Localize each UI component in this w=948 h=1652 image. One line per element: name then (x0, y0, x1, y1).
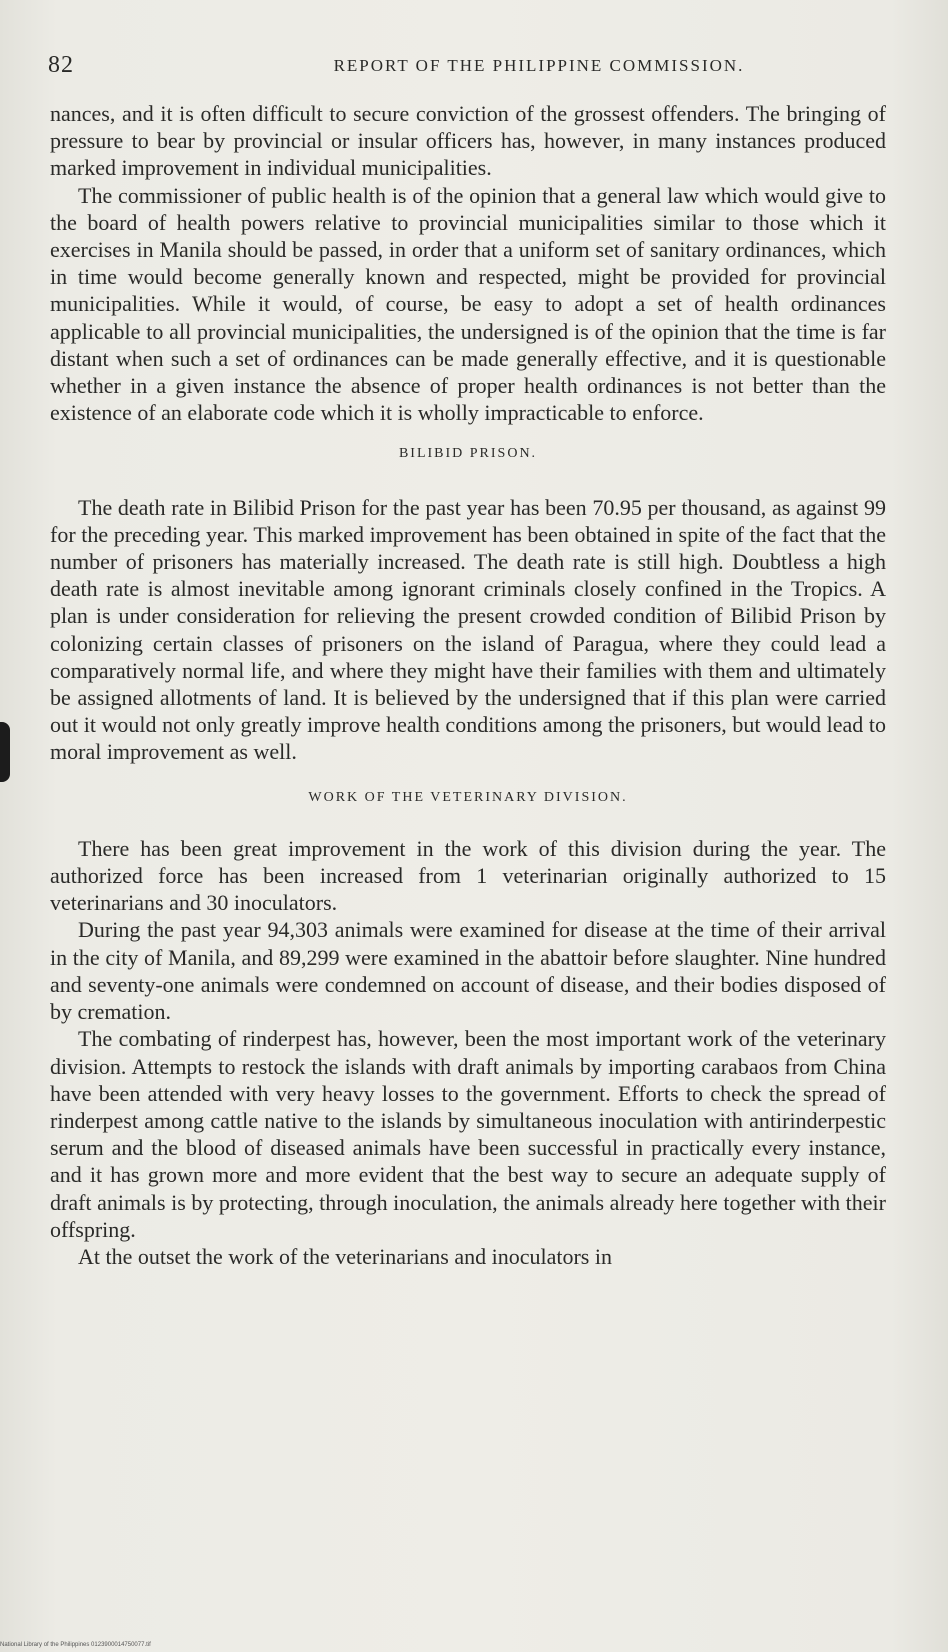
running-title: REPORT OF THE PHILIPPINE COMMISSION. (333, 56, 745, 75)
paragraph-outset: At the outset the work of the veterinarians and inoculators in (78, 1243, 612, 1269)
binding-shadow (0, 722, 10, 782)
paragraph-animals-examined: During the past year 94,303 animals were examined for disease at the time of their arrival in the city of Manila, and 89,299 were examined in the abattoir before slaughter. Nine hundred and seventy-one animals were condemned on account of disease, and their bodies disposed of by cremation. (50, 917, 886, 1025)
heading-veterinary-division: WORK OF THE VETERINARY DIVISION. (308, 789, 628, 805)
page-number: 82 (48, 52, 74, 78)
page-header (48, 52, 880, 82)
paragraph-continuation: nances, and it is often difficult to secure conviction of the grossest offenders. The bringing of pressure to bear by provincial or insular officers has, however, in many instances produced marked improvement in individual municipalities. (50, 101, 886, 181)
scan-credit: National Library of the Philippines 0123900014750077.tif (0, 1642, 151, 1648)
heading-bilibid-prison: BILIBID PRISON. (398, 446, 538, 462)
paragraph-vet-improvement: There has been great improvement in the work of this division during the year. The authorized force has been increased from 1 veterinarian originally authorized to 15 veterinarians and 30 inoculators. (50, 835, 886, 916)
paragraph-health-law: The commissioner of public health is of the opinion that a general law which would give to the board of health powers relative to provincial municipalities similar to those which it exercises in Manila should be passed, in order that a uniform set of sanitary ordinances, which in time would become generally known and respected, might be provided for provincial municipalities. While it would, of course, be easy to adopt a set of health ordinances applicable to all provincial municipalities, the undersigned is of the opinion that the time is far distant when such a set of ordinances can be made generally effective, and it is questionable whether in a given instance the absence of proper health ordinances is not better than the existence of an elaborate code which it is wholly impracticable to enforce. (50, 182, 886, 426)
paragraph-bilibid: The death rate in Bilibid Prison for the past year has been 70.95 per thousand, as against 99 for the preceding year. This marked improvement has been obtained in spite of the fact that the number of prisoners has materially increased. The death rate is still high. Doubtless a high death rate is almost inevitable among ignorant criminals closely confined in the Tropics. A plan is under consideration for relieving the present crowded condition of Bilibid Prison by colonizing certain classes of prisoners on the island of Paragua, where they could lead a comparatively normal life, and where they might have their families with them and ultimately be assigned allotments of land. It is believed by the undersigned that if this plan were carried out it would not only greatly improve health conditions among the prisoners, but would lead to moral improvement as well. (50, 494, 886, 765)
body-text (50, 100, 886, 1270)
paragraph-rinderpest: The combating of rinderpest has, however, been the most important work of the veterinary division. Attempts to restock the islands with draft animals by importing carabaos from China have been attended with very heavy losses to the government. Efforts to check the spread of rinderpest among cattle native to the islands by simultaneous inoculation with antirinderpestic serum and the blood of diseased animals have been successful in practically every instance, and it has grown more and more evident that the best way to secure an adequate supply of draft animals is by protecting, through inoculation, the animals already here together with their offspring. (50, 1026, 886, 1242)
